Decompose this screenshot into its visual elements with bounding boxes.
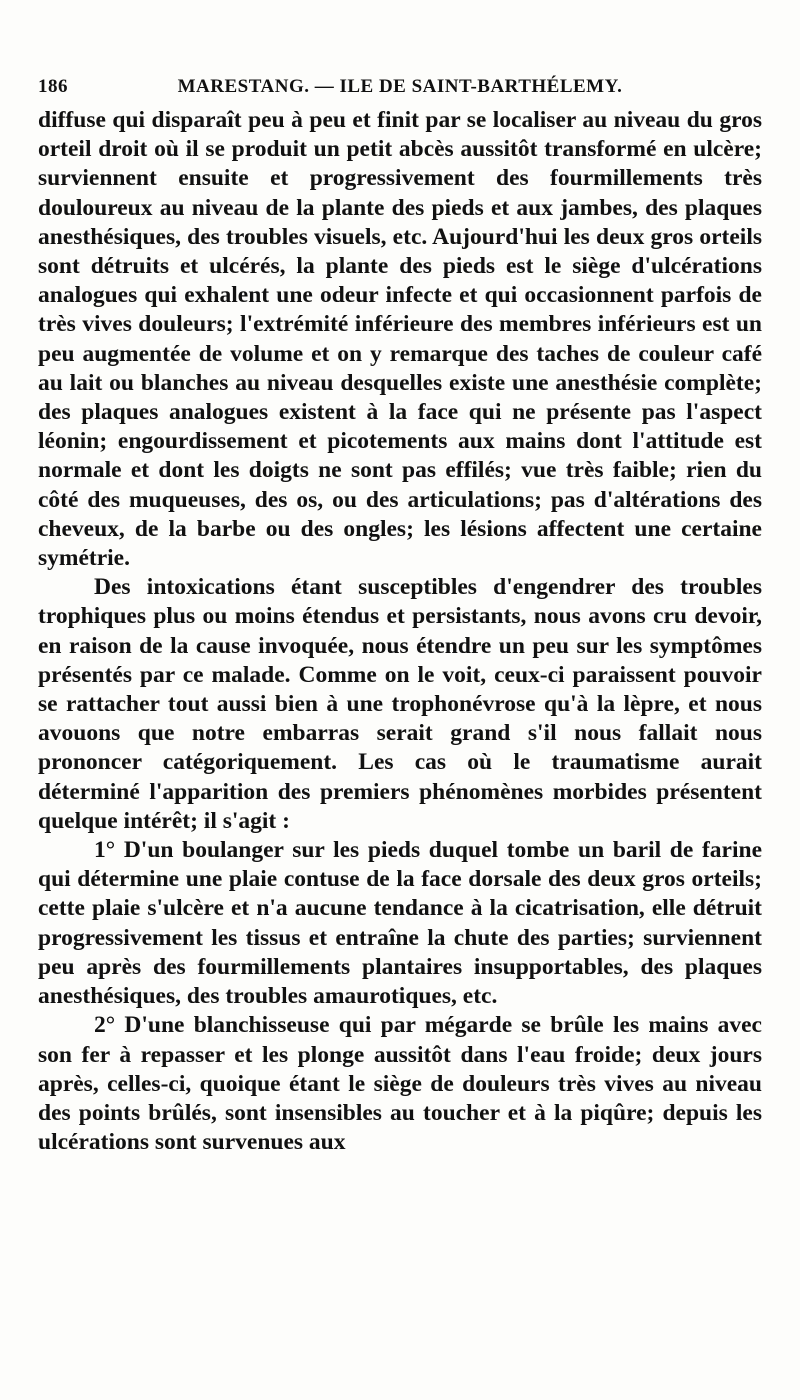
- body-text: [38, 106, 762, 1157]
- running-title: MARESTANG. — ILE DE SAINT-BARTHÉLEMY.: [177, 76, 623, 97]
- paragraph-intoxications: Des intoxications étant susceptibles d'engendrer des troubles trophiques plus ou moins étendus et persistants, nous avons cru devoir, en raison de la cause invoquée, nous étendre un peu sur les symptômes présentés par ce malade. Comme on le voit, ceux-ci paraissent pouvoir se rattacher tout aussi bien à une trophonévrose qu'à la lèpre, et nous avouons que notre embarras serait grand s'il nous fallait nous prononcer catégoriquement. Les cas où le traumatisme aurait déterminé l'apparition des premiers phénomènes morbides présentent quelque intérêt; il s'agit :: [38, 574, 762, 834]
- paragraph-case-laundress: 2° D'une blanchisseuse qui par mégarde se brûle les mains avec son fer à repasser et les plonge aussitôt dans l'eau froide; deux jours après, celles-ci, quoique étant le siège de douleurs très vives au niveau des points brûlés, sont insensibles au toucher et à la piqûre; depuis les ulcérations sont survenues aux: [38, 1012, 762, 1156]
- page-number: 186: [38, 76, 68, 97]
- paragraph-continuation: diffuse qui disparaît peu à peu et finit par se localiser au niveau du gros orteil droit où il se produit un petit abcès aussitôt transformé en ulcère; surviennent ensuite et progressivement des fourmillements très douloureux au niveau de la plante des pieds et aux jambes, des plaques anesthésiques, des troubles visuels, etc. Aujourd'hui les deux gros orteils sont détruits et ulcérés, la plante des pieds est le siège d'ulcérations analogues qui exhalent une odeur infecte et qui occasionnent parfois de très vives douleurs; l'extrémité inférieure des membres inférieurs est un peu augmentée de volume et on y remarque des taches de couleur café au lait ou blanches au niveau desquelles existe une anesthésie complète; des plaques analogues existent à la face qui ne présente pas l'aspect léonin; engourdissement et picotements aux mains dont l'attitude est normale et dont les doigts ne sont pas effilés; vue très faible; rien du côté des muqueuses, des os, ou des articulations; pas d'altérations des cheveux, de la barbe ou des ongles; les lésions affectent une certaine symétrie.: [38, 107, 762, 572]
- paragraph-case-baker: 1° D'un boulanger sur les pieds duquel tombe un baril de farine qui détermine une plaie contuse de la face dorsale des deux gros orteils; cette plaie s'ulcère et n'a aucune tendance à la cicatrisation, elle détruit progressivement les tissus et entraîne la chute des parties; surviennent peu après des fourmillements plantaires insupportables, des plaques anesthésiques, des troubles amaurotiques, etc.: [38, 837, 762, 1010]
- running-head: [38, 72, 762, 106]
